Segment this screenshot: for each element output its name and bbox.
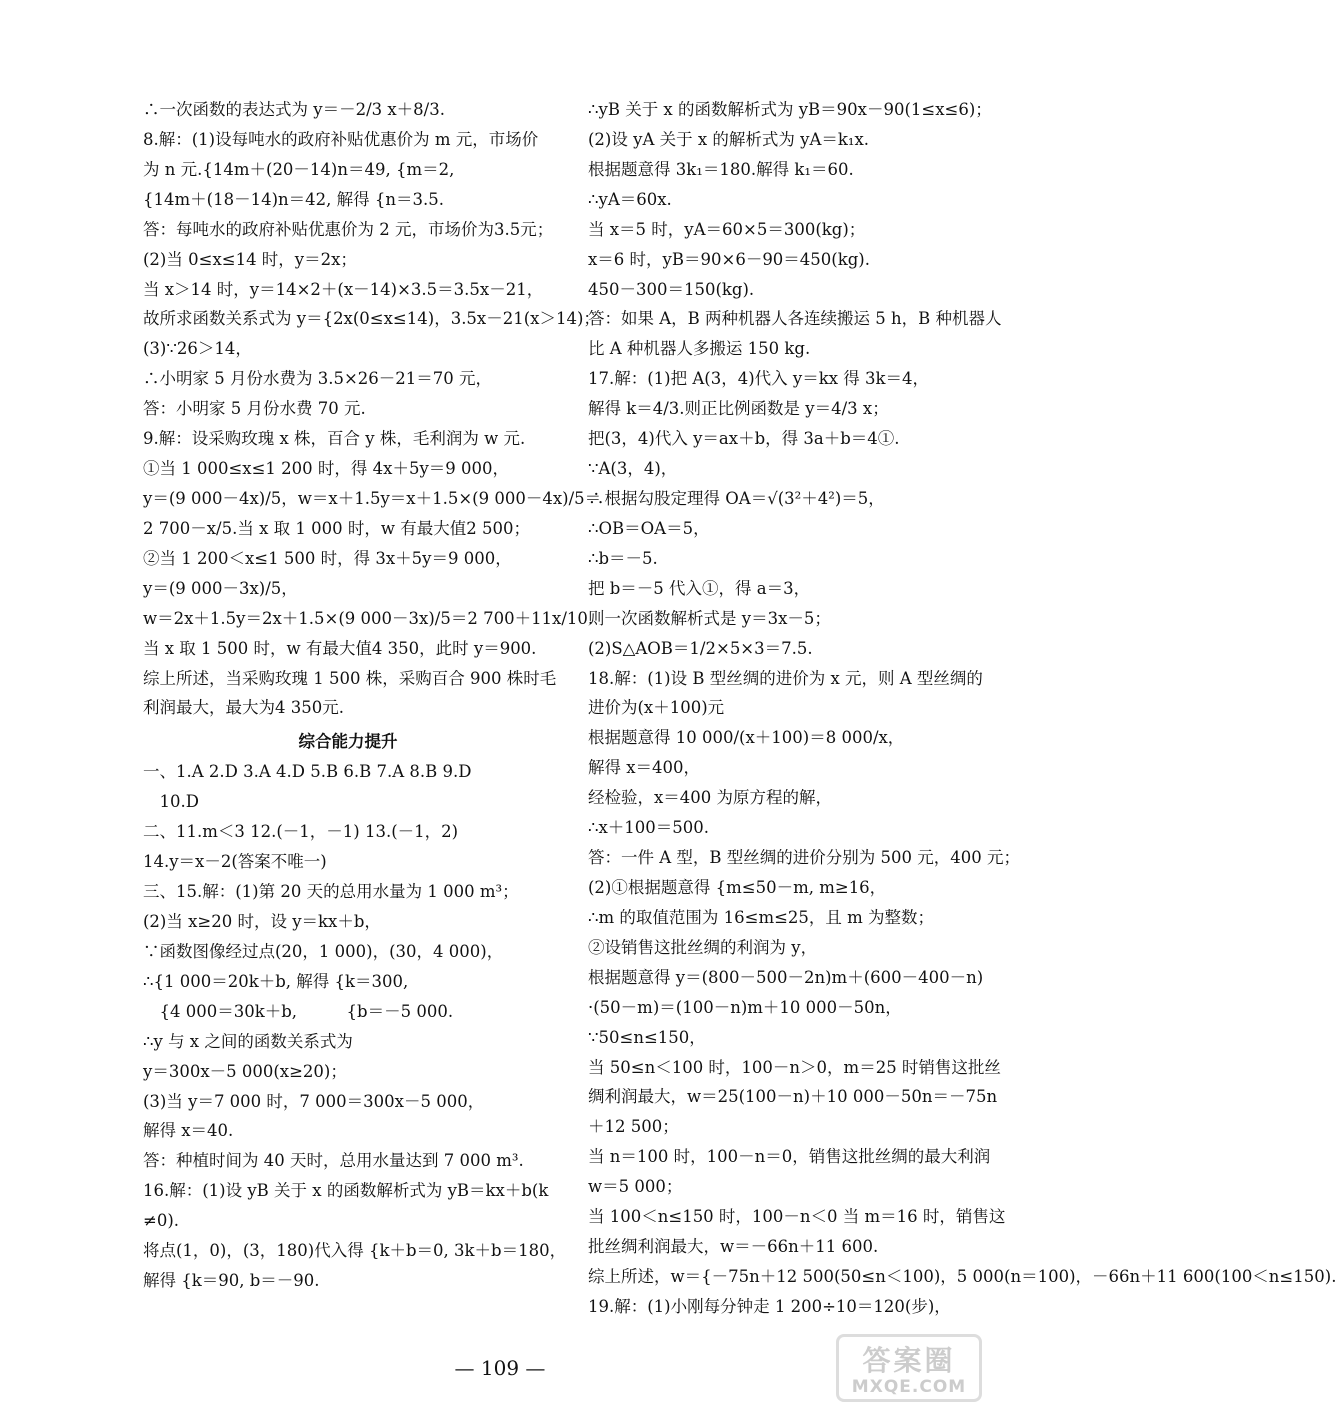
- text-line: ＋12 500；: [588, 1117, 679, 1137]
- watermark-bottom-text: MXQE.COM: [851, 1377, 967, 1397]
- section-title: 综合能力提升: [298, 732, 398, 752]
- text-line: 绸利润最大，w＝25(100－n)＋10 000－50n＝－75n: [588, 1087, 998, 1107]
- text-line: ②当 1 200＜x≤1 500 时，得 3x＋5y＝9 000，: [143, 548, 512, 568]
- text-line: ∴OB＝OA＝5，: [588, 518, 710, 538]
- text-line: 18.解：(1)设 B 型丝绸的进价为 x 元，则 A 型丝绸的: [588, 668, 983, 688]
- text-line: 2 700－x/5.当 x 取 1 000 时，w 有最大值2 500；: [143, 518, 530, 538]
- text-line: 故所求函数关系式为 y＝{2x(0≤x≤14)，3.5x－21(x＞14)；: [143, 309, 600, 329]
- text-line: (3)当 y＝7 000 时，7 000＝300x－5 000，: [143, 1091, 485, 1111]
- text-line: 19.解：(1)小刚每分钟走 1 200÷10＝120(步)，: [588, 1296, 951, 1316]
- text-line: 当 100＜n≤150 时，100－n＜0 当 m＝16 时，销售这: [588, 1207, 1006, 1227]
- text-line: 450－300＝150(kg).: [588, 279, 755, 299]
- text-line: ∴y 与 x 之间的函数关系式为: [143, 1031, 353, 1051]
- text-line: 9.解：设采购玫瑰 x 株，百合 y 株，毛利润为 w 元.: [143, 429, 526, 449]
- text-line: ∴yB 关于 x 的函数解析式为 yB＝90x－90(1≤x≤6)；: [588, 100, 992, 119]
- text-line: (2)①根据题意得 {m≤50－m, m≥16，: [588, 877, 887, 897]
- text-line: 综上所述，当采购玫瑰 1 500 株，采购百合 900 株时毛: [143, 668, 557, 688]
- text-line: w＝5 000；: [588, 1177, 683, 1197]
- text-line: 8.解：(1)设每吨水的政府补贴优惠价为 m 元，市场价: [143, 129, 539, 149]
- text-line: x＝6 时，yB＝90×6－90＝450(kg).: [588, 249, 870, 269]
- text-line: ·(50－m)＝(100－n)m＋10 000－50n，: [588, 997, 902, 1017]
- text-line: 答：一件 A 型，B 型丝绸的进价分别为 500 元，400 元；: [588, 848, 1020, 868]
- text-line: 答：每吨水的政府补贴优惠价为 2 元，市场价为3.5元；: [143, 219, 554, 239]
- text-line: ②设销售这批丝绸的利润为 y，: [588, 937, 818, 957]
- text-line: 答：如果 A，B 两种机器人各连续搬运 5 h，B 种机器人: [588, 309, 1002, 329]
- text-line: ∴小明家 5 月份水费为 3.5×26－21＝70 元，: [143, 369, 493, 389]
- text-line: {14m＋(18－14)n＝42, 解得 {n＝3.5.: [143, 189, 444, 209]
- text-line: 根据题意得 3k₁＝180.解得 k₁＝60.: [588, 159, 854, 179]
- text-line: 利润最大，最大为4 350元.: [143, 698, 344, 718]
- text-line: 当 50≤n＜100 时，100－n＞0，m＝25 时销售这批丝: [588, 1057, 1001, 1077]
- left-column: [143, 98, 602, 1299]
- text-line: 当 x＞14 时，y＝14×2＋(x－14)×3.5＝3.5x－21，: [143, 279, 544, 299]
- text-line: {4 000＝30k＋b, {b＝－5 000.: [143, 1001, 454, 1021]
- text-line: 经检验，x＝400 为原方程的解，: [588, 788, 833, 808]
- text-line: 根据题意得 10 000/(x＋100)＝8 000/x，: [588, 728, 905, 748]
- text-line: ≠0).: [143, 1211, 180, 1231]
- text-line: 三、15.解：(1)第 20 天的总用水量为 1 000 m³；: [143, 882, 519, 902]
- text-line: ∴根据勾股定理得 OA＝√(3²＋4²)＝5，: [588, 488, 885, 508]
- text-line: (3)∵26＞14，: [143, 339, 252, 359]
- text-line: 把 b＝－5 代入①，得 a＝3，: [588, 578, 811, 598]
- right-column: [588, 98, 1336, 1325]
- text-line: ∴x＋100＝500.: [588, 818, 710, 838]
- text-line: 解得 k＝4/3.则正比例函数是 y＝4/3 x；: [588, 399, 889, 419]
- page-number: — 109 —: [454, 1356, 546, 1380]
- text-line: 批丝绸利润最大，w＝－66n＋11 600.: [588, 1237, 879, 1257]
- text-line: ∴一次函数的表达式为 y＝－2/3 x＋8/3.: [143, 100, 445, 119]
- text-line: 解得 {k＝90, b＝－90.: [143, 1271, 320, 1291]
- text-line: 二、11.m＜3 12.(－1，－1) 13.(－1，2): [143, 822, 459, 842]
- text-line: y＝(9 000－3x)/5，: [143, 578, 298, 598]
- text-line: (2)设 yA 关于 x 的解析式为 yA＝k₁x.: [588, 129, 870, 149]
- text-line: 14.y＝x－2(答案不唯一): [143, 852, 327, 872]
- text-line: 综上所述，w＝{－75n＋12 500(50≤n＜100)，5 000(n＝100)，－66n＋11 600(100＜n≤150).: [588, 1266, 1336, 1286]
- text-line: 比 A 种机器人多搬运 150 kg.: [588, 339, 811, 359]
- watermark-logo: [836, 1334, 982, 1402]
- text-line: ∴{1 000＝20k＋b, 解得 {k＝300,: [143, 971, 409, 991]
- text-line: (2)S△AOB＝1/2×5×3＝7.5.: [588, 638, 813, 658]
- text-line: (2)当 x≥20 时，设 y＝kx＋b，: [143, 911, 381, 931]
- text-line: 一、1.A 2.D 3.A 4.D 5.B 6.B 7.A 8.B 9.D: [143, 762, 472, 782]
- text-line: 根据题意得 y＝(800－500－2n)m＋(600－400－n): [588, 967, 984, 987]
- text-line: 17.解：(1)把 A(3，4)代入 y＝kx 得 3k＝4，: [588, 369, 929, 389]
- text-line: ∴b＝－5.: [588, 548, 658, 568]
- watermark-top-text: 答案圈: [862, 1344, 956, 1377]
- text-line: ∴m 的取值范围为 16≤m≤25，且 m 为整数；: [588, 907, 935, 927]
- text-line: ∴yA＝60x.: [588, 189, 672, 209]
- text-line: 则一次函数解析式是 y＝3x－5；: [588, 608, 831, 628]
- text-line: 进价为(x＋100)元: [588, 698, 725, 718]
- text-line: 当 x＝5 时，yA＝60×5＝300(kg)；: [588, 219, 866, 239]
- text-line: 16.解：(1)设 yB 关于 x 的函数解析式为 yB＝kx＋b(k: [143, 1181, 549, 1201]
- text-line: 解得 x＝40.: [143, 1121, 234, 1141]
- text-line: w＝2x＋1.5y＝2x＋1.5×(9 000－3x)/5＝2 700＋11x/10.: [143, 608, 594, 628]
- text-line: 解得 x＝400，: [588, 758, 701, 778]
- text-line: 为 n 元.{14m＋(20－14)n＝49, {m＝2,: [143, 159, 455, 179]
- text-line: 答：小明家 5 月份水费 70 元.: [143, 399, 366, 419]
- text-line: 当 x 取 1 500 时，w 有最大值4 350，此时 y＝900.: [143, 638, 537, 658]
- text-line: 把(3，4)代入 y＝ax＋b，得 3a＋b＝4①.: [588, 429, 900, 449]
- text-line: ∵50≤n≤150，: [588, 1027, 706, 1047]
- text-line: 将点(1，0)，(3，180)代入得 {k＋b＝0, 3k＋b＝180，: [143, 1241, 567, 1261]
- text-line: ①当 1 000≤x≤1 200 时，得 4x＋5y＝9 000，: [143, 459, 510, 479]
- text-line: 当 n＝100 时，100－n＝0，销售这批丝绸的最大利润: [588, 1147, 991, 1167]
- text-line: y＝(9 000－4x)/5，w＝x＋1.5y＝x＋1.5×(9 000－4x)/5＝: [143, 488, 602, 508]
- text-line: 10.D: [143, 792, 199, 812]
- text-line: ∵函数图像经过点(20，1 000)，(30，4 000)，: [143, 941, 504, 961]
- text-line: ∵A(3，4)，: [588, 459, 678, 479]
- text-line: 答：种植时间为 40 天时，总用水量达到 7 000 m³.: [143, 1151, 524, 1171]
- text-line: y＝300x－5 000(x≥20)；: [143, 1061, 347, 1081]
- text-line: (2)当 0≤x≤14 时，y＝2x；: [143, 249, 357, 269]
